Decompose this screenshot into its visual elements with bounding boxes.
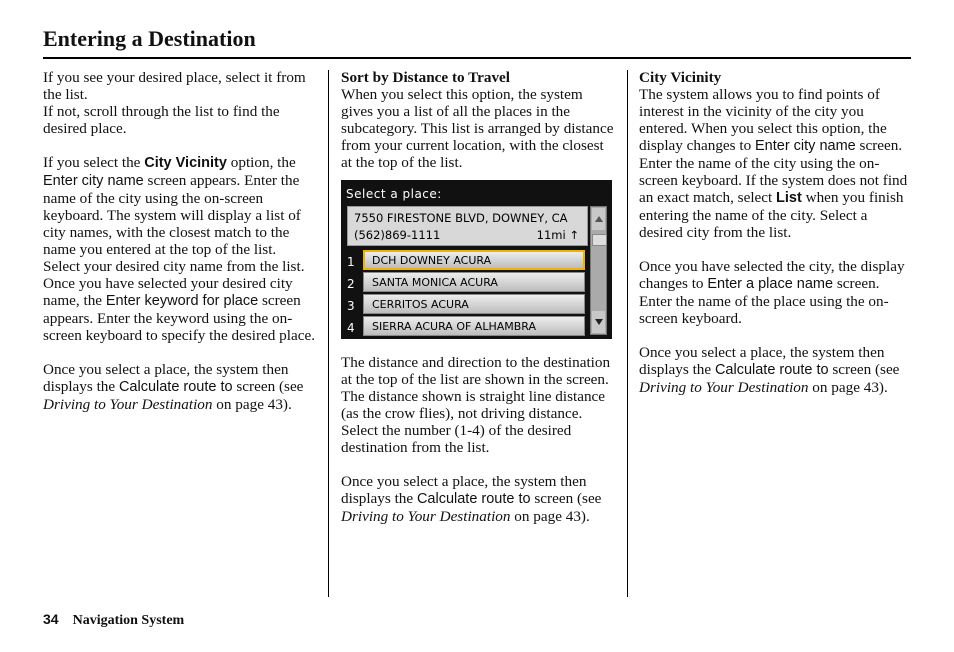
- col3-heading: City Vicinity: [639, 69, 722, 86]
- item-label: SANTA MONICA ACURA: [363, 272, 585, 292]
- screen-list-item: [341, 272, 591, 294]
- page-title: Entering a Destination: [43, 26, 256, 51]
- title-rule: [43, 57, 911, 59]
- footer-section: Navigation System: [72, 613, 185, 628]
- cross-reference: Driving to Your Destination: [639, 379, 809, 396]
- col3-para-2: Once you have selected the city, the display changes to Enter a place name screen. Enter the name of the place using the on-screen keyboard.: [639, 258, 905, 327]
- city-vicinity-key: City Vicinity: [144, 155, 227, 171]
- calculate-route-key: Calculate route to: [714, 362, 829, 378]
- page-footer: [43, 611, 184, 629]
- screen-list-item: [341, 250, 591, 272]
- enter-keyword-key: Enter keyword for place: [105, 293, 259, 309]
- enter-city-name-key: Enter city name: [755, 138, 856, 154]
- column-2: [341, 69, 615, 525]
- screen-list-item: [341, 294, 591, 316]
- item-number: 2: [347, 277, 355, 291]
- list-key: List: [776, 190, 802, 206]
- scroll-down-icon: [592, 311, 605, 333]
- navigation-screen-image: [341, 180, 612, 339]
- calculate-route-key: Calculate route to: [416, 491, 531, 507]
- screen-title: Select a place:: [346, 187, 442, 201]
- screen-address: 7550 FIRESTONE BLVD, DOWNEY, CA: [354, 211, 568, 225]
- col2-para-2: The distance and direction to the destination at the top of the list are shown in the screen. The distance shown is straight line distance (as the crow flies), not driving distance. Select the number (1-4) of the desired destination from the list.: [341, 354, 611, 456]
- calculate-route-key: Calculate route to: [118, 379, 233, 395]
- item-number: 3: [347, 299, 355, 313]
- cross-reference: Driving to Your Destination: [43, 396, 213, 413]
- col1-para-1b: If not, scroll through the list to find the desired place.: [43, 103, 280, 137]
- column-divider-2: [627, 70, 628, 597]
- screen-scrollbar: [590, 206, 607, 335]
- page-number: 34: [43, 611, 59, 627]
- col2-para-3: Once you select a place, the system then displays the Calculate route to screen (see Driving to Your Destination on page 43).: [341, 473, 602, 525]
- col1-para-1a: If you see your desired place, select it from the list.: [43, 69, 306, 103]
- screen-distance: 11mi ↑: [536, 228, 579, 242]
- scroll-up-icon: [592, 208, 605, 230]
- item-number: 4: [347, 321, 355, 335]
- cross-reference: Driving to Your Destination: [341, 508, 511, 525]
- enter-place-name-key: Enter a place name: [707, 276, 834, 292]
- item-label: SIERRA ACURA OF ALHAMBRA: [363, 316, 585, 336]
- screen-address-box: [347, 206, 588, 246]
- screen-list-item: [341, 316, 591, 338]
- item-number: 1: [347, 255, 355, 269]
- col3-para-3: Once you select a place, the system then displays the Calculate route to screen (see Driving to Your Destination on page 43).: [639, 344, 900, 396]
- screen-phone: (562)869-1111: [354, 228, 441, 242]
- col3-para-1: The system allows you to find points of interest in the vicinity of the city you entered. When you select this option, the display changes to Enter city name screen. Enter the name of the city using the on-screen keyboard. If the system does not find an exact match, select List when you finish entering the name of the city. Select a desired city from the list.: [639, 86, 908, 241]
- item-label: CERRITOS ACURA: [363, 294, 585, 314]
- col2-heading: Sort by Distance to Travel: [341, 69, 511, 86]
- column-3: [639, 69, 911, 396]
- enter-city-name-key: Enter city name: [43, 173, 144, 189]
- item-label: DCH DOWNEY ACURA: [363, 250, 585, 270]
- col2-para-1: When you select this option, the system gives you a list of all the places in the subcategory. This list is arranged by distance from your current location, with the closest at the top of the list.: [341, 86, 614, 171]
- column-1: [43, 69, 315, 413]
- scroll-thumb: [592, 234, 607, 246]
- col1-para-3: Once you select a place, the system then displays the Calculate route to screen (see Driving to Your Destination on page 43).: [43, 361, 304, 413]
- col1-para-2: If you select the City Vicinity option, the Enter city name screen appears. Enter the name of the city using the on-screen keyboard. The system will display a list of city names, with the closest match to the name you entered at the top of the list. Select your desired city name from the list. Once you have selected your desired city name, the Enter keyword for place screen appears. Enter the keyword using the on-screen keyboard to specify the desired place.: [43, 154, 315, 344]
- column-divider-1: [328, 70, 329, 597]
